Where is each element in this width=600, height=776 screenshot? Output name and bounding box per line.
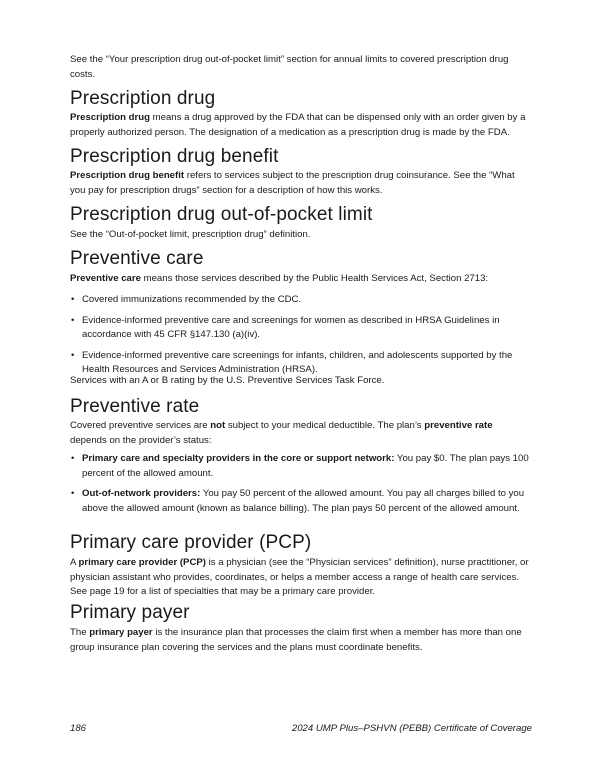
definition-prescription-drug-benefit — [70, 169, 532, 198]
text-fragment: subject to your medical deductible. The plan’s — [225, 420, 425, 431]
preventive-care-closing: Services with an A or B rating by the U.S. Preventive Services Task Force. — [70, 375, 385, 386]
text-fragment: The — [70, 627, 90, 638]
definition-primary-care-provider — [70, 556, 532, 600]
definition-text: is the insurance plan that processes the claim first when a member has more than one group insurance plan covering the services and the plans must coordinate benefits. — [70, 627, 522, 653]
heading-prescription-drug-benefit: Prescription drug benefit — [70, 146, 279, 167]
emphasis-not: not — [210, 420, 226, 431]
definition-text: refers to services subject to the prescription drug coinsurance. See the “What you pay for prescription drugs” section for a description of how this works. — [70, 170, 515, 196]
list-item: • Evidence-informed preventive care screenings for infants, children, and adolescents supported by the Health Resources and Services Administration (HRSA). — [70, 349, 532, 378]
term-preventive-care: Preventive care — [70, 273, 141, 284]
preventive-rate-list — [70, 452, 532, 516]
bullet-term: Out-of-network providers: — [82, 488, 201, 499]
definition-primary-payer — [70, 626, 532, 655]
page-number: 186 — [70, 723, 87, 734]
term-preventive-rate: preventive rate — [424, 420, 493, 431]
text-fragment: Covered preventive services are — [70, 420, 211, 431]
heading-preventive-care: Preventive care — [70, 248, 204, 269]
heading-prescription-drug: Prescription drug — [70, 88, 216, 109]
list-item: • Evidence-informed preventive care and screenings for women as described in HRSA Guidelines in accordance with 45 CFR §147.130 (a)(iv). — [70, 314, 532, 343]
list-item — [70, 487, 532, 516]
heading-primary-care-provider: Primary care provider (PCP) — [70, 532, 312, 553]
list-item: • Covered immunizations recommended by the CDC. — [70, 293, 532, 308]
bullet-text: You pay 50 percent of the allowed amount. You pay all charges billed to you above the allowed amount (known as balance billing). The plan pays 50 percent of the allowed amount. — [82, 488, 525, 514]
term-prescription-drug: Prescription drug — [70, 112, 150, 123]
intro-paragraph: See the “Your prescription drug out-of-pocket limit” section for annual limits to covered prescription drug costs. — [70, 54, 509, 80]
bullet-term: Primary care and specialty providers in the core or support network: — [82, 453, 395, 464]
document-title: 2024 UMP Plus–PSHVN (PEBB) Certificate of Coverage — [291, 723, 532, 734]
term-primary-payer: primary payer — [89, 627, 153, 638]
text-fragment: depends on the provider’s status: — [70, 434, 212, 446]
definition-text: means those services described by the Public Health Services Act, Section 2713: — [140, 273, 489, 284]
definition-text: is a physician (see the “Physician services” definition), nurse practitioner, or physician assistant who provides, coordinates, or helps a member access a range of health care services. See page 19 for a list of specialties that may be a primary care provider. — [70, 557, 529, 597]
heading-primary-payer: Primary payer — [70, 602, 190, 623]
definition-preventive-care — [70, 272, 532, 287]
list-item — [70, 452, 532, 481]
text-fragment: A — [70, 557, 79, 568]
bullet-text: You pay $0. The plan pays 100 percent of the allowed amount. — [82, 453, 529, 479]
definition-prescription-drug-oop-limit: See the “Out-of-pocket limit, prescription drug” definition. — [70, 229, 311, 240]
definition-text: means a drug approved by the FDA that can be dispensed only with an order given by a properly authorized person. The designation of a medication as a prescription drug is made by the FDA. — [70, 112, 526, 138]
page-footer — [70, 722, 532, 736]
term-pcp: primary care provider (PCP) — [78, 557, 206, 568]
definition-preventive-rate — [70, 419, 532, 448]
heading-prescription-drug-oop-limit: Prescription drug out-of-pocket limit — [70, 204, 373, 225]
heading-preventive-rate: Preventive rate — [70, 396, 200, 417]
preventive-care-list — [70, 293, 532, 378]
term-prescription-drug-benefit: Prescription drug benefit — [70, 170, 185, 181]
definition-prescription-drug — [70, 111, 532, 140]
